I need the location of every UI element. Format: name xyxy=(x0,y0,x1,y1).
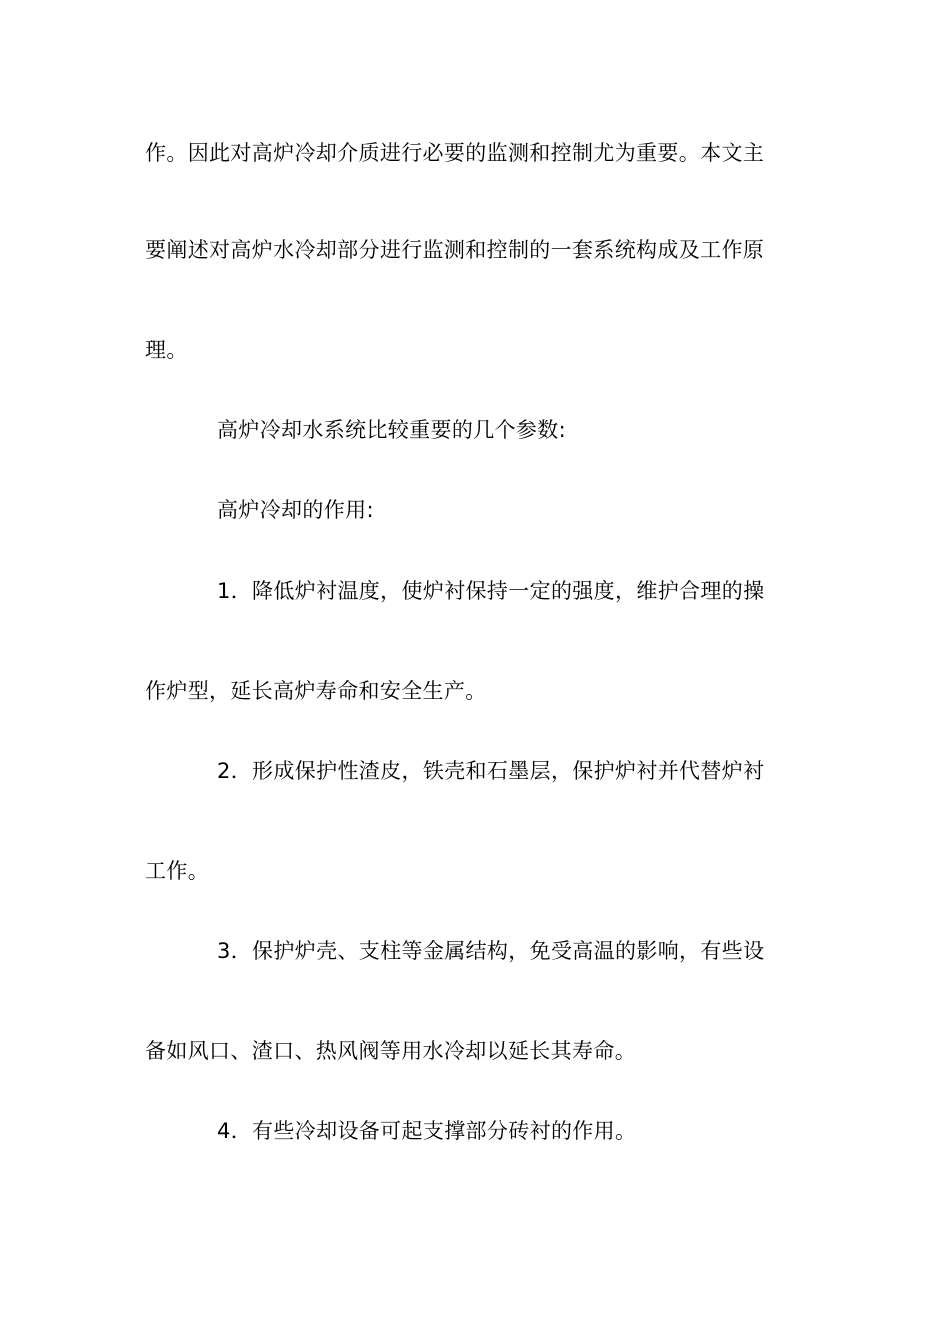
paragraph-line: 要阐述对高炉水冷却部分进行监测和控制的一套系统构成及工作原 xyxy=(145,238,765,262)
list-item-1: 1．降低炉衬温度，使炉衬保持一定的强度，维护合理的操 xyxy=(217,579,765,603)
list-item-3-continuation: 备如风口、渣口、热风阀等用水冷却以延长其寿命。 xyxy=(145,1039,637,1063)
paragraph-line: 理。 xyxy=(145,338,188,362)
paragraph-line: 作。因此对高炉冷却介质进行必要的监测和控制尤为重要。本文主 xyxy=(145,141,765,165)
list-item-2-continuation: 工作。 xyxy=(145,859,210,883)
section-heading-parameters: 高炉冷却水系统比较重要的几个参数: xyxy=(217,418,567,442)
section-heading-functions: 高炉冷却的作用: xyxy=(217,498,374,522)
list-item-2: 2．形成保护性渣皮，铁壳和石墨层，保护炉衬并代替炉衬 xyxy=(217,759,765,783)
list-item-1-continuation: 作炉型，延长高炉寿命和安全生产。 xyxy=(145,679,487,703)
list-item-3: 3．保护炉壳、支柱等金属结构，免受高温的影响，有些设 xyxy=(217,939,765,963)
list-item-4: 4．有些冷却设备可起支撑部分砖衬的作用。 xyxy=(217,1119,637,1143)
